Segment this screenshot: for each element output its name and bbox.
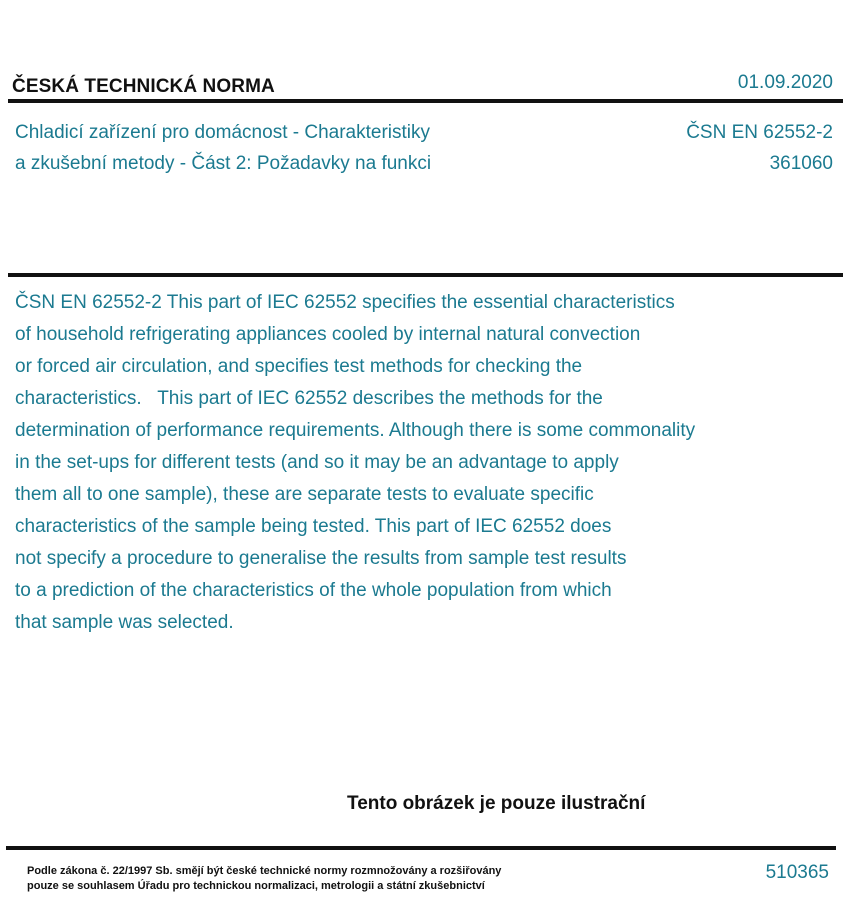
standard-title-line: a zkušební metody - Část 2: Požadavky na funkci: [15, 153, 432, 174]
header-divider: [8, 99, 843, 103]
abstract-line: that sample was selected.: [15, 612, 234, 633]
abstract-line: them all to one sample), these are separate tests to evaluate specific: [15, 484, 594, 505]
document-code: 510365: [765, 862, 829, 883]
abstract-line: determination of performance requirements. Although there is some commonality: [15, 420, 696, 441]
standard-class-number: 361060: [769, 153, 833, 174]
footer-divider: [6, 846, 836, 850]
legal-notice-line: Podle zákona č. 22/1997 Sb. smějí být české technické normy rozmnožovány a rozšiřovány: [27, 865, 502, 877]
abstract-line: characteristics of the sample being tested. This part of IEC 62552 does: [15, 516, 612, 537]
abstract-text: [15, 287, 835, 639]
document-type-title: ČESKÁ TECHNICKÁ NORMA: [12, 76, 275, 97]
publication-date: 01.09.2020: [737, 72, 833, 93]
abstract-line: of household refrigerating appliances cooled by internal natural convection: [15, 324, 641, 345]
illustration-notice: Tento obrázek je pouze ilustrační: [347, 793, 646, 814]
abstract-line: to a prediction of the characteristics of the whole population from which: [15, 580, 612, 601]
standard-identifier: [686, 117, 833, 179]
legal-notice-line: pouze se souhlasem Úřadu pro technickou normalizaci, metrologii a státní zkušebnictví: [27, 880, 485, 892]
abstract-line: in the set-ups for different tests (and so it may be an advantage to apply: [15, 452, 619, 473]
standard-title: [15, 117, 431, 179]
standard-designation: ČSN EN 62552-2: [686, 122, 833, 143]
abstract-line: or forced air circulation, and specifies test methods for checking the: [15, 356, 583, 377]
abstract-line: characteristics. This part of IEC 62552 describes the methods for the: [15, 388, 603, 409]
abstract-line: not specify a procedure to generalise the results from sample test results: [15, 548, 627, 569]
standard-title-line: Chladicí zařízení pro domácnost - Charakteristiky: [15, 122, 430, 143]
legal-notice: [27, 864, 501, 894]
section-divider: [8, 273, 843, 277]
abstract-line: ČSN EN 62552-2 This part of IEC 62552 specifies the essential characteristics: [15, 292, 675, 313]
